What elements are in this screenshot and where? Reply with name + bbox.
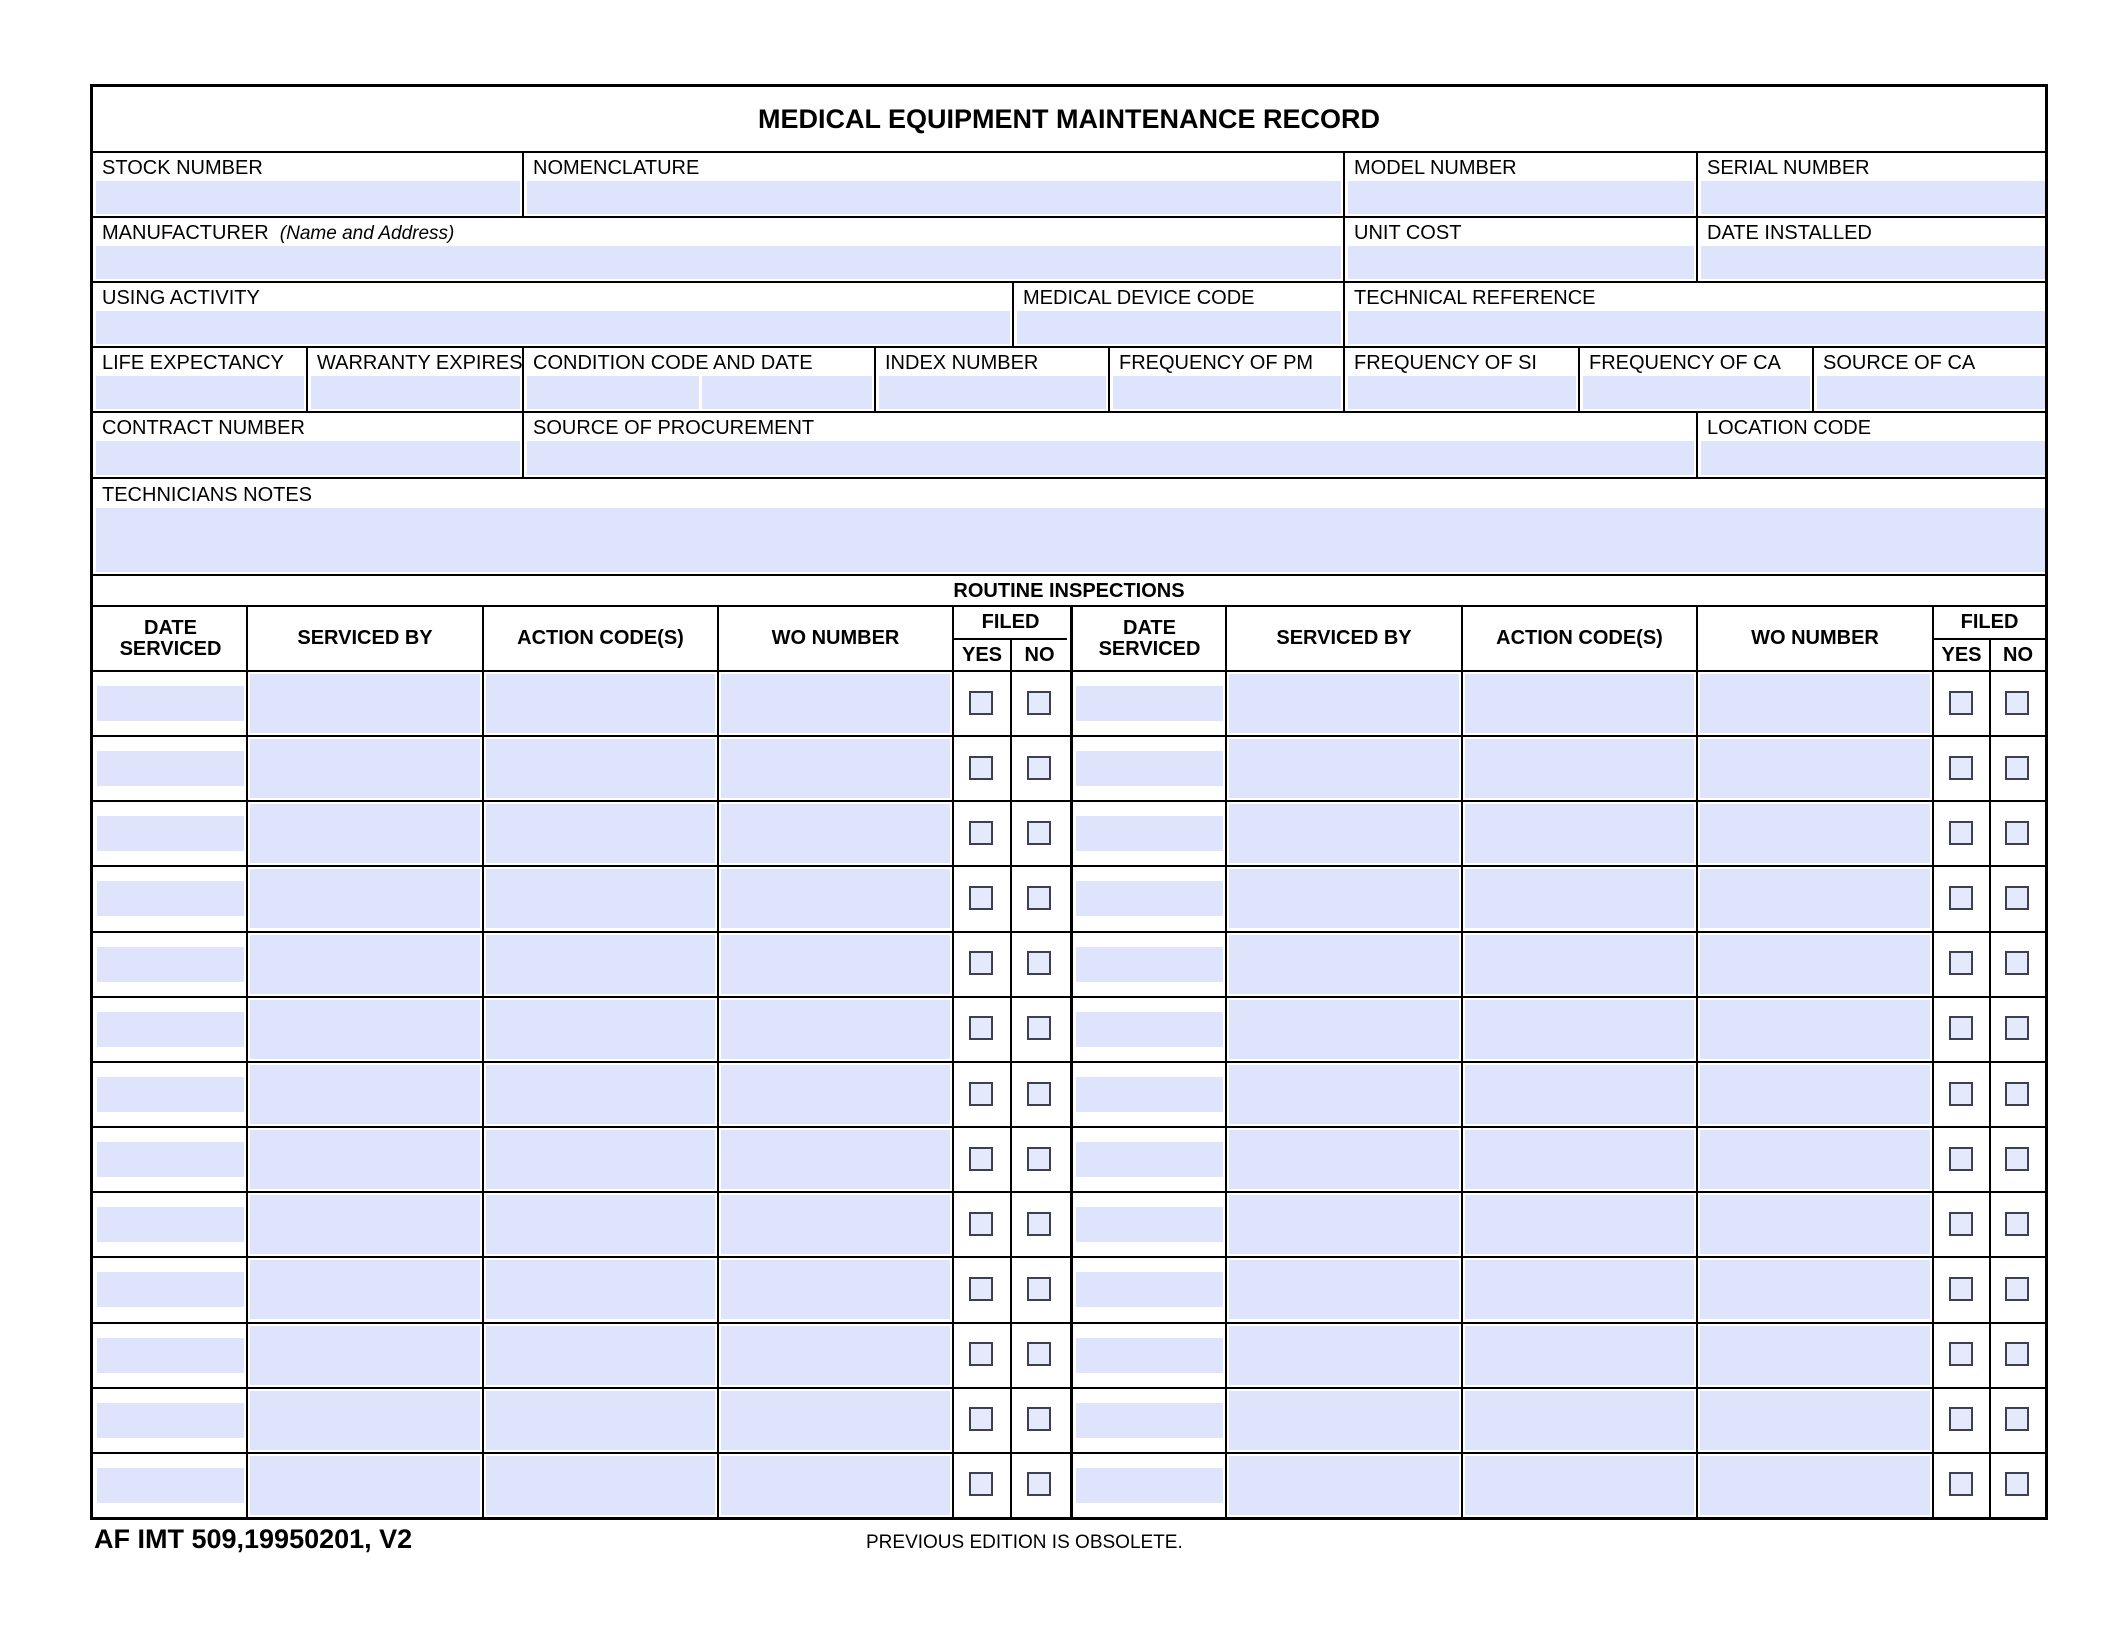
wo-number-input[interactable]	[1700, 1065, 1930, 1124]
routine-inspections-title: ROUTINE INSPECTIONS	[953, 579, 1185, 602]
wo-number-input[interactable]	[721, 1260, 950, 1319]
filed-yes-checkbox[interactable]	[969, 1407, 993, 1431]
using-activity-input[interactable]	[96, 311, 1010, 344]
wo-number-input[interactable]	[721, 1195, 950, 1254]
frequency-of-ca-input[interactable]	[1583, 376, 1810, 409]
serviced-by-input[interactable]	[1229, 1065, 1459, 1124]
condition-code-and-date-label: CONDITION CODE AND DATE	[533, 352, 813, 374]
filed-yes-checkbox[interactable]	[1949, 1016, 1973, 1040]
action-codes-input[interactable]	[1465, 1000, 1694, 1059]
wo-number-input[interactable]	[721, 869, 950, 928]
filed-no-checkbox[interactable]	[1027, 691, 1051, 715]
filed-no-checkbox[interactable]	[2005, 1407, 2029, 1431]
filed-no-checkbox[interactable]	[1027, 1342, 1051, 1366]
date-serviced-input[interactable]	[97, 1142, 244, 1177]
wo-number-input[interactable]	[1700, 1391, 1930, 1450]
filed-header: FILED	[981, 611, 1040, 633]
filed-no-checkbox[interactable]	[1027, 1277, 1051, 1301]
contract-number-input[interactable]	[96, 441, 520, 475]
filed-yes-header: YES	[1941, 643, 1982, 666]
filed-yes-checkbox[interactable]	[969, 821, 993, 845]
technicians-notes-label: TECHNICIANS NOTES	[102, 484, 313, 506]
frequency-of-si-input[interactable]	[1348, 376, 1576, 409]
medical-device-code-input[interactable]	[1017, 311, 1341, 344]
date-serviced-input[interactable]	[97, 751, 244, 786]
filed-header: FILED	[1960, 611, 2019, 633]
action-codes-header: ACTION CODE(S)	[517, 627, 684, 649]
medical-device-code-label: MEDICAL DEVICE CODE	[1023, 287, 1255, 309]
filed-yes-checkbox[interactable]	[1949, 1277, 1973, 1301]
action-codes-input[interactable]	[1465, 1065, 1694, 1124]
date-serviced-input[interactable]	[1076, 1338, 1223, 1373]
serviced-by-input[interactable]	[250, 674, 480, 733]
serviced-by-input[interactable]	[1229, 869, 1459, 928]
life-expectancy-input[interactable]	[96, 376, 304, 409]
filed-no-checkbox[interactable]	[1027, 1212, 1051, 1236]
filed-yes-checkbox[interactable]	[1949, 1212, 1973, 1236]
filed-no-checkbox[interactable]	[2005, 1016, 2029, 1040]
filed-yes-checkbox[interactable]	[969, 1212, 993, 1236]
date-serviced-input[interactable]	[1076, 1142, 1223, 1177]
filed-no-checkbox[interactable]	[1027, 1147, 1051, 1171]
wo-number-input[interactable]	[721, 1391, 950, 1450]
filed-yes-header: YES	[961, 643, 1003, 666]
date-serviced-input[interactable]	[97, 1012, 244, 1047]
serial-number-input[interactable]	[1701, 181, 2045, 214]
date-serviced-input[interactable]	[97, 1077, 244, 1112]
action-codes-input[interactable]	[486, 1391, 715, 1450]
wo-number-input[interactable]	[1700, 1326, 1930, 1385]
form-title: MEDICAL EQUIPMENT MAINTENANCE RECORD	[757, 104, 1380, 134]
action-codes-input[interactable]	[486, 804, 715, 863]
action-codes-input[interactable]	[486, 1326, 715, 1385]
filed-no-checkbox[interactable]	[1027, 951, 1051, 975]
filed-no-checkbox[interactable]	[2005, 756, 2029, 780]
filed-no-checkbox[interactable]	[2005, 951, 2029, 975]
filed-no-checkbox[interactable]	[2005, 1147, 2029, 1171]
condition-date-input[interactable]	[702, 376, 872, 409]
action-codes-input[interactable]	[486, 1456, 715, 1515]
filed-no-checkbox[interactable]	[2005, 1082, 2029, 1106]
date-serviced-input[interactable]	[1076, 751, 1223, 786]
filed-yes-checkbox[interactable]	[969, 1016, 993, 1040]
date-serviced-header: DATE SERVICED	[119, 616, 222, 660]
wo-number-input[interactable]	[1700, 869, 1930, 928]
unit-cost-label: UNIT COST	[1354, 222, 1462, 244]
maintenance-record-form	[90, 84, 2048, 1520]
action-codes-input[interactable]	[486, 739, 715, 798]
source-of-ca-label: SOURCE OF CA	[1823, 352, 1976, 374]
wo-number-input[interactable]	[721, 935, 950, 994]
filed-no-checkbox[interactable]	[1027, 1472, 1051, 1496]
life-expectancy-label: LIFE EXPECTANCY	[102, 352, 284, 374]
warranty-expires-input[interactable]	[311, 376, 520, 409]
serviced-by-header: SERVICED BY	[1276, 627, 1412, 649]
wo-number-input[interactable]	[1700, 1000, 1930, 1059]
manufacturer-note: (Name and Address)	[279, 223, 455, 244]
edition-note: PREVIOUS EDITION IS OBSOLETE.	[866, 1532, 1183, 1553]
action-codes-input[interactable]	[486, 935, 715, 994]
action-codes-input[interactable]	[486, 1000, 715, 1059]
date-serviced-input[interactable]	[1076, 1468, 1223, 1503]
serviced-by-input[interactable]	[250, 1391, 480, 1450]
serviced-by-input[interactable]	[1229, 804, 1459, 863]
filed-yes-checkbox[interactable]	[1949, 951, 1973, 975]
serviced-by-input[interactable]	[250, 1130, 480, 1189]
wo-number-input[interactable]	[721, 1130, 950, 1189]
date-serviced-input[interactable]	[97, 1272, 244, 1307]
technicians-notes-input[interactable]	[96, 508, 2045, 572]
filed-no-checkbox[interactable]	[1027, 886, 1051, 910]
nomenclature-label: NOMENCLATURE	[533, 157, 700, 179]
wo-number-input[interactable]	[1700, 739, 1930, 798]
filed-yes-checkbox[interactable]	[969, 1277, 993, 1301]
serviced-by-input[interactable]	[1229, 935, 1459, 994]
filed-no-checkbox[interactable]	[2005, 821, 2029, 845]
frequency-of-si-label: FREQUENCY OF SI	[1354, 352, 1537, 374]
wo-number-input[interactable]	[1700, 1195, 1930, 1254]
action-codes-input[interactable]	[1465, 804, 1694, 863]
date-serviced-input[interactable]	[97, 1207, 244, 1242]
wo-number-input[interactable]	[721, 804, 950, 863]
action-codes-input[interactable]	[486, 1130, 715, 1189]
wo-number-input[interactable]	[1700, 1456, 1930, 1515]
wo-number-input[interactable]	[1700, 1130, 1930, 1189]
wo-number-header: WO NUMBER	[1751, 627, 1879, 649]
action-codes-header: ACTION CODE(S)	[1496, 627, 1663, 649]
serviced-by-input[interactable]	[1229, 1456, 1459, 1515]
serviced-by-input[interactable]	[1229, 674, 1459, 733]
action-codes-input[interactable]	[1465, 1391, 1694, 1450]
filed-no-checkbox[interactable]	[2005, 1342, 2029, 1366]
date-serviced-input[interactable]	[1076, 1403, 1223, 1438]
serviced-by-input[interactable]	[1229, 1260, 1459, 1319]
filed-yes-checkbox[interactable]	[1949, 1082, 1973, 1106]
serviced-by-input[interactable]	[1229, 739, 1459, 798]
action-codes-input[interactable]	[486, 1195, 715, 1254]
date-serviced-input[interactable]	[1076, 1207, 1223, 1242]
filed-no-checkbox[interactable]	[2005, 691, 2029, 715]
action-codes-input[interactable]	[486, 674, 715, 733]
serviced-by-input[interactable]	[250, 1000, 480, 1059]
filed-yes-checkbox[interactable]	[969, 756, 993, 780]
date-installed-input[interactable]	[1701, 246, 2045, 279]
filed-no-checkbox[interactable]	[1027, 821, 1051, 845]
action-codes-input[interactable]	[486, 1260, 715, 1319]
serviced-by-input[interactable]	[250, 1195, 480, 1254]
serviced-by-input[interactable]	[1229, 1130, 1459, 1189]
filed-yes-checkbox[interactable]	[1949, 1342, 1973, 1366]
date-serviced-input[interactable]	[97, 881, 244, 916]
filed-yes-checkbox[interactable]	[1949, 1407, 1973, 1431]
wo-number-header: WO NUMBER	[771, 627, 900, 649]
model-number-input[interactable]	[1348, 181, 1694, 214]
date-serviced-input[interactable]	[1076, 686, 1223, 721]
serviced-by-input[interactable]	[250, 804, 480, 863]
filed-yes-checkbox[interactable]	[1949, 1147, 1973, 1171]
date-serviced-input[interactable]	[97, 947, 244, 982]
date-serviced-header: DATE SERVICED	[1098, 616, 1201, 660]
date-serviced-input[interactable]	[97, 1403, 244, 1438]
action-codes-input[interactable]	[1465, 1130, 1694, 1189]
location-code-label: LOCATION CODE	[1707, 417, 1872, 439]
frequency-of-pm-label: FREQUENCY OF PM	[1119, 352, 1314, 374]
serviced-by-input[interactable]	[250, 1065, 480, 1124]
filed-no-checkbox[interactable]	[2005, 1472, 2029, 1496]
contract-number-label: CONTRACT NUMBER	[102, 417, 305, 439]
filed-no-header: NO	[2003, 643, 2033, 666]
serviced-by-input[interactable]	[1229, 1195, 1459, 1254]
filed-yes-checkbox[interactable]	[1949, 886, 1973, 910]
filed-yes-checkbox[interactable]	[969, 1147, 993, 1171]
serviced-by-input[interactable]	[250, 1260, 480, 1319]
filed-no-checkbox[interactable]	[1027, 1082, 1051, 1106]
stock-number-label: STOCK NUMBER	[102, 157, 263, 179]
date-serviced-input[interactable]	[1076, 947, 1223, 982]
using-activity-label: USING ACTIVITY	[102, 287, 260, 309]
wo-number-input[interactable]	[721, 1065, 950, 1124]
action-codes-input[interactable]	[1465, 935, 1694, 994]
filed-no-checkbox[interactable]	[2005, 1277, 2029, 1301]
stock-number-input[interactable]	[96, 181, 520, 214]
frequency-of-ca-label: FREQUENCY OF CA	[1589, 352, 1781, 374]
filed-yes-checkbox[interactable]	[1949, 691, 1973, 715]
wo-number-input[interactable]	[721, 1000, 950, 1059]
action-codes-input[interactable]	[1465, 1195, 1694, 1254]
serviced-by-input[interactable]	[250, 869, 480, 928]
filed-yes-checkbox[interactable]	[969, 691, 993, 715]
action-codes-input[interactable]	[1465, 674, 1694, 733]
filed-no-checkbox[interactable]	[1027, 1407, 1051, 1431]
manufacturer-input[interactable]	[96, 246, 1341, 279]
wo-number-input[interactable]	[1700, 804, 1930, 863]
wo-number-input[interactable]	[1700, 1260, 1930, 1319]
technical-reference-input[interactable]	[1348, 311, 2045, 344]
date-serviced-input[interactable]	[97, 1468, 244, 1503]
source-of-procurement-input[interactable]	[527, 441, 1694, 475]
date-serviced-input[interactable]	[97, 686, 244, 721]
frequency-of-pm-input[interactable]	[1113, 376, 1341, 409]
wo-number-input[interactable]	[721, 674, 950, 733]
serviced-by-input[interactable]	[250, 1456, 480, 1515]
source-of-procurement-label: SOURCE OF PROCUREMENT	[533, 417, 815, 439]
serviced-by-input[interactable]	[1229, 1391, 1459, 1450]
model-number-label: MODEL NUMBER	[1354, 157, 1517, 179]
filed-no-checkbox[interactable]	[1027, 1016, 1051, 1040]
index-number-label: INDEX NUMBER	[885, 352, 1039, 374]
action-codes-input[interactable]	[486, 869, 715, 928]
serviced-by-input[interactable]	[250, 935, 480, 994]
wo-number-input[interactable]	[721, 1326, 950, 1385]
warranty-expires-label: WARRANTY EXPIRES	[317, 352, 523, 374]
date-serviced-input[interactable]	[1076, 881, 1223, 916]
date-serviced-input[interactable]	[97, 816, 244, 851]
serviced-by-input[interactable]	[1229, 1000, 1459, 1059]
unit-cost-input[interactable]	[1348, 246, 1694, 279]
filed-yes-checkbox[interactable]	[969, 951, 993, 975]
action-codes-input[interactable]	[486, 1065, 715, 1124]
action-codes-input[interactable]	[1465, 1260, 1694, 1319]
serial-number-label: SERIAL NUMBER	[1707, 157, 1870, 179]
filed-yes-checkbox[interactable]	[1949, 756, 1973, 780]
action-codes-input[interactable]	[1465, 1326, 1694, 1385]
index-number-input[interactable]	[879, 376, 1106, 409]
date-serviced-input[interactable]	[97, 1338, 244, 1373]
wo-number-input[interactable]	[1700, 674, 1930, 733]
location-code-input[interactable]	[1701, 441, 2045, 475]
filed-no-checkbox[interactable]	[2005, 886, 2029, 910]
action-codes-input[interactable]	[1465, 869, 1694, 928]
action-codes-input[interactable]	[1465, 739, 1694, 798]
serviced-by-header: SERVICED BY	[297, 627, 433, 649]
source-of-ca-input[interactable]	[1817, 376, 2045, 409]
wo-number-input[interactable]	[721, 1456, 950, 1515]
wo-number-input[interactable]	[1700, 935, 1930, 994]
date-serviced-input[interactable]	[1076, 1012, 1223, 1047]
filed-yes-checkbox[interactable]	[1949, 1472, 1973, 1496]
nomenclature-input[interactable]	[527, 181, 1341, 214]
date-serviced-input[interactable]	[1076, 816, 1223, 851]
filed-yes-checkbox[interactable]	[1949, 821, 1973, 845]
date-serviced-input[interactable]	[1076, 1077, 1223, 1112]
filed-no-checkbox[interactable]	[2005, 1212, 2029, 1236]
condition-code-input[interactable]	[527, 376, 699, 409]
wo-number-input[interactable]	[721, 739, 950, 798]
filed-no-checkbox[interactable]	[1027, 756, 1051, 780]
filed-no-header: NO	[1024, 643, 1055, 666]
filed-yes-checkbox[interactable]	[969, 1342, 993, 1366]
serviced-by-input[interactable]	[250, 1326, 480, 1385]
filed-yes-checkbox[interactable]	[969, 1082, 993, 1106]
filed-yes-checkbox[interactable]	[969, 886, 993, 910]
serviced-by-input[interactable]	[250, 739, 480, 798]
date-installed-label: DATE INSTALLED	[1707, 222, 1872, 244]
filed-yes-checkbox[interactable]	[969, 1472, 993, 1496]
date-serviced-input[interactable]	[1076, 1272, 1223, 1307]
serviced-by-input[interactable]	[1229, 1326, 1459, 1385]
form-id: AF IMT 509,19950201, V2	[94, 1524, 413, 1554]
action-codes-input[interactable]	[1465, 1456, 1694, 1515]
technical-reference-label: TECHNICAL REFERENCE	[1354, 287, 1596, 309]
manufacturer-label: MANUFACTURER (Name and Address)	[102, 222, 455, 244]
